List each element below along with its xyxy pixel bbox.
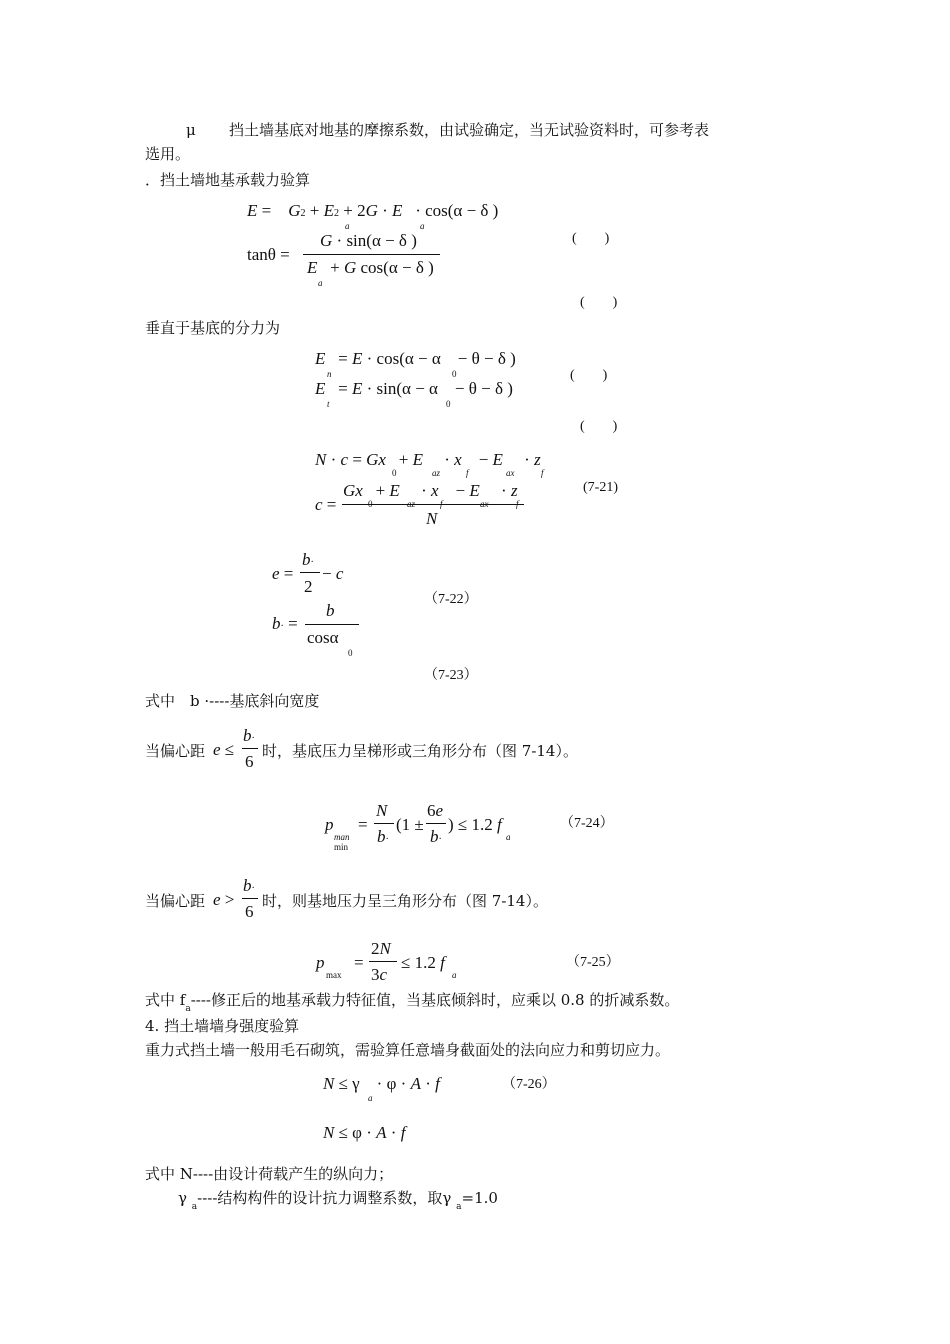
sub-ax-1: ax (506, 468, 515, 478)
fraction-line-p2 (426, 823, 446, 824)
where-fa-prefix: 式中 f (145, 991, 186, 1009)
eccentricity-gt-suffix: 时，则基地压力呈三角形分布（图 7-14）。 (262, 892, 548, 910)
fraction-line-p1 (374, 823, 394, 824)
sub-az-2: az (407, 499, 416, 509)
equation-p-equals: = (358, 815, 368, 834)
equation-c-numerator: Gx + E · x − E · z (343, 481, 518, 500)
equation-7-26-second: N ≤ φ · A · f (323, 1123, 406, 1142)
equation-pmax-equals: = (354, 953, 364, 972)
gamma-sub: a (191, 1202, 198, 1212)
fraction-line-pmax (369, 961, 397, 962)
where-N: 式中 N----由设计荷载产生的纵向力； (145, 1165, 394, 1183)
equation-p-frac1-num: N (376, 801, 388, 820)
sub-0-1: 0 (452, 369, 457, 379)
sub-0-4: 0 (368, 499, 373, 509)
eccentricity-gt-numerator: b· (243, 876, 255, 895)
where-fa (145, 991, 679, 1012)
section-4-description: 重力式挡土墙一般用毛石砌筑，需验算任意墙身截面处的法向应力和剪切应力。 (145, 1041, 671, 1059)
fraction-line-ecc-gt (242, 898, 258, 899)
equation-b-prime-lhs: b· = (272, 614, 298, 633)
where-fa-text: ----修正后的地基承载力特征值，当基底倾斜时，应乘以 0.8 的折减系数。 (190, 991, 680, 1009)
equation-number-7-25: （7-25） (566, 955, 620, 970)
equation-e-minus-c: − c (322, 564, 344, 583)
equation-7-26-first: N ≤ γ · φ · A · f (323, 1074, 440, 1093)
sub-a-3: a (318, 278, 323, 288)
section-3-title: ．挡土墙地基承载力验算 (145, 171, 311, 189)
equation-number-7-23: （7-23） (424, 668, 478, 683)
eccentricity-le-numerator: b· (243, 726, 255, 745)
equation-e-denominator: 2 (304, 577, 313, 596)
sub-az-1: az (432, 468, 441, 478)
gamma-text: ----结构构件的设计抗力调整系数，取γ (197, 1189, 452, 1207)
equation-E-resultant: E = G2 + E2 + 2G · E · cos(α − δ ) (247, 201, 499, 220)
mu-description-line1: 挡土墙基底对地基的摩擦系数，由试验确定，当无试验资料时，可参考表 (229, 121, 710, 139)
sub-f-4: f (516, 499, 519, 509)
equation-number-7-21: (7-21) (583, 480, 618, 495)
mu-symbol: μ (186, 121, 196, 139)
equation-N-c: N · c = Gx + E · x − E · z (315, 450, 541, 469)
gamma-symbol: γ (178, 1189, 187, 1207)
sub-a-1: a (345, 221, 350, 231)
equation-c-denominator: N (426, 509, 438, 528)
section-4-title: 4. 挡土墙墙身强度验算 (145, 1017, 300, 1035)
sub-f-2: f (541, 468, 544, 478)
eccentricity-gt-relation: e > (213, 890, 235, 909)
fraction-line-ecc-le (242, 748, 258, 749)
fraction-line-b-prime (305, 624, 359, 625)
equation-e-lhs: e = (272, 564, 294, 583)
equation-number-blank-2: ( ) (580, 295, 618, 310)
fraction-line-tan (303, 254, 440, 255)
equation-p-frac2-num: 6e (427, 801, 444, 820)
equation-number-blank-3: ( ) (570, 368, 608, 383)
equation-p-frac1-den: b· (377, 827, 389, 846)
where-fa-sub: a (185, 1004, 191, 1014)
sub-a-2: a (420, 221, 425, 231)
sub-t: t (327, 399, 330, 409)
eccentricity-le-suffix: 时，基底压力呈梯形或三角形分布（图 7-14）。 (262, 742, 578, 760)
sub-0-3: 0 (392, 468, 397, 478)
eccentricity-le-prefix: 当偏心距 (145, 742, 206, 760)
equation-e-numerator: b· (302, 550, 314, 569)
sub-a-6: a (368, 1093, 373, 1103)
equation-En: E = E · cos(α − α − θ − δ ) (315, 349, 516, 368)
gamma-value: =1.0 (461, 1189, 498, 1207)
equation-p-rhs: ) ≤ 1.2 f (448, 815, 502, 834)
sub-max-1: man (334, 832, 350, 842)
equation-pmax-lhs: p (316, 953, 325, 972)
equation-number-blank-1: ( ) (572, 231, 610, 246)
sub-0-5: 0 (348, 648, 353, 658)
equation-c-lhs: c = (315, 495, 337, 514)
equation-tan-theta-denominator: E + G cos(α − δ ) (307, 258, 434, 277)
where-gamma (178, 1189, 498, 1210)
equation-Et: E = E · sin(α − α − θ − δ ) (315, 379, 513, 398)
sub-f-3: f (440, 499, 443, 509)
eccentricity-le-relation: e ≤ (213, 740, 235, 759)
eccentricity-le-denominator: 6 (245, 752, 254, 771)
equation-pmax-rhs: ≤ 1.2 f (401, 953, 445, 972)
equation-tan-theta-numerator: G · sin(α − δ ) (320, 231, 417, 250)
eccentricity-gt-prefix: 当偏心距 (145, 892, 206, 910)
equation-p-frac2-den: b· (430, 827, 442, 846)
equation-tan-theta-lhs: tanθ = (247, 245, 290, 264)
sub-f-1: f (466, 468, 469, 478)
equation-number-7-26: （7-26） (502, 1077, 556, 1092)
sub-a-4: a (506, 832, 511, 842)
sub-ax-2: ax (480, 499, 489, 509)
equation-pmax-den: 3c (371, 965, 388, 984)
equation-b-prime-denominator: cosα (307, 628, 339, 647)
sub-max-2: max (326, 970, 342, 980)
sub-a-5: a (452, 970, 457, 980)
equation-number-7-22: （7-22） (424, 592, 478, 607)
sub-n: n (327, 369, 332, 379)
where-b-prime: 式中 b ·----基底斜向宽度 (145, 692, 320, 710)
equation-b-prime-numerator: b (326, 601, 335, 620)
equation-number-blank-4: ( ) (580, 419, 618, 434)
equation-pmax-num: 2N (371, 939, 391, 958)
sub-min: min (334, 842, 349, 852)
equation-p-paren: (1 ± (396, 815, 424, 834)
sub-0-2: 0 (446, 399, 451, 409)
equation-number-7-24: （7-24） (560, 816, 614, 831)
eccentricity-gt-denominator: 6 (245, 902, 254, 921)
gamma-sub2: a (456, 1202, 462, 1212)
equation-p-maxmin-lhs: p (325, 815, 334, 834)
fraction-line-e (300, 572, 320, 573)
mu-description-line2: 选用。 (145, 145, 191, 163)
perpendicular-component-label: 垂直于基底的分力为 (145, 319, 281, 337)
